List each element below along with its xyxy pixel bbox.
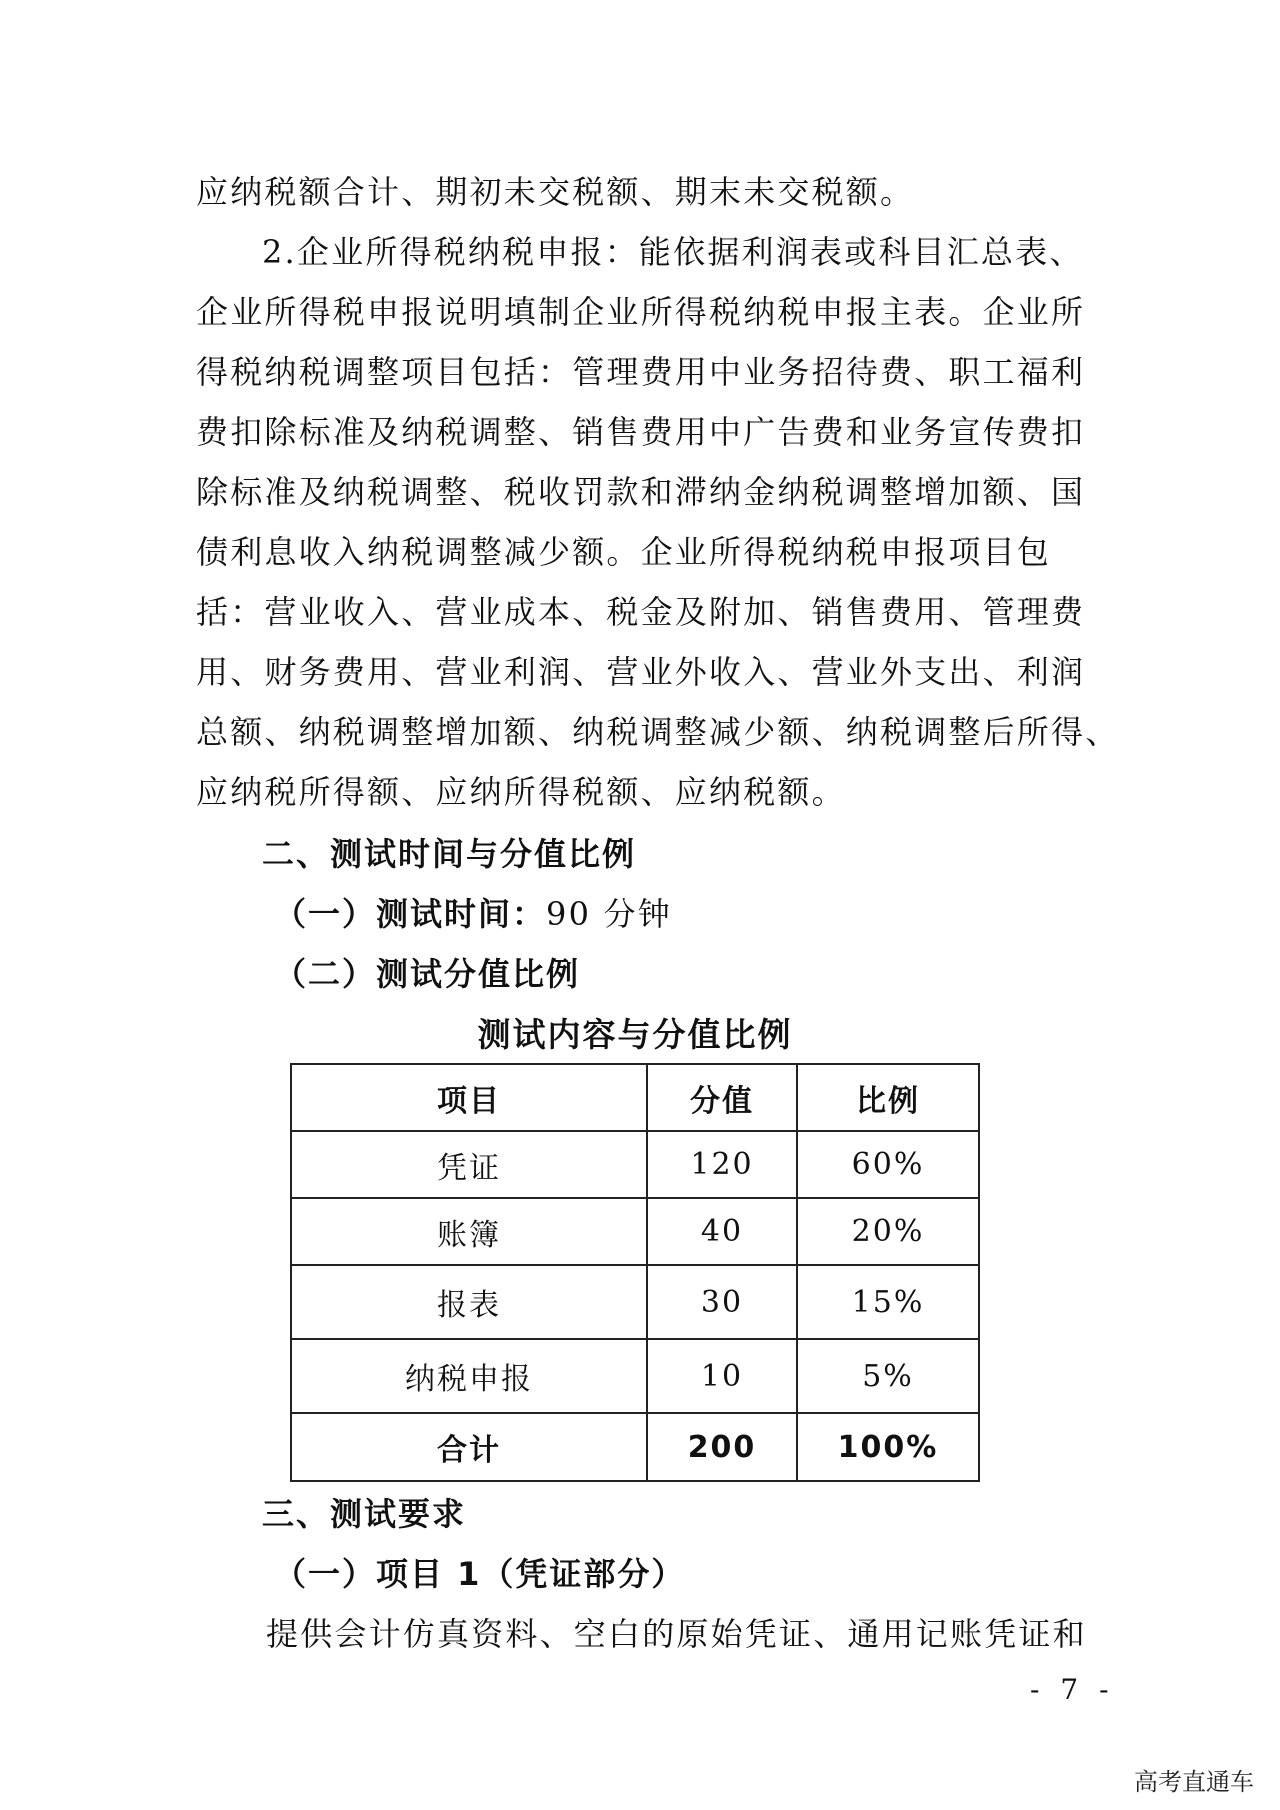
paragraph-line: 提供会计仿真资料、空白的原始凭证、通用记账凭证和 (266, 1615, 1087, 1653)
paragraph-line: 应纳税额合计、期初未交税额、期末未交税额。 (196, 173, 915, 211)
table-row (291, 1198, 979, 1265)
cell-score: 10 (647, 1339, 797, 1413)
paragraph-line: 得税纳税调整项目包括：管理费用中业务招待费、职工福利 (196, 353, 1086, 391)
paragraph-line: 除标准及纳税调整、税收罚款和滞纳金纳税调整增加额、国 (196, 473, 1086, 511)
page-number: - 7 - (1030, 1673, 1115, 1706)
table-total-row (291, 1413, 979, 1481)
table-row (291, 1131, 979, 1198)
total-score: 200 (647, 1413, 797, 1481)
cell-item: 账簿 (291, 1198, 647, 1265)
table-row (291, 1339, 979, 1413)
total-ratio: 100% (797, 1413, 979, 1481)
column-header-item: 项目 (291, 1064, 647, 1131)
test-time-value: 90 分钟 (546, 895, 672, 933)
total-label: 合计 (291, 1413, 647, 1481)
cell-ratio: 15% (797, 1265, 979, 1339)
paragraph-line: 债利息收入纳税调整减少额。企业所得税纳税申报项目包 (196, 533, 1052, 571)
section-heading-test-time-score: 二、测试时间与分值比例 (262, 835, 637, 873)
table-row (291, 1265, 979, 1339)
paragraph-line: 2.企业所得税纳税申报：能依据利润表或科目汇总表、 (262, 233, 1084, 271)
project1-heading: （一）项目 1（凭证部分） (274, 1555, 686, 1593)
cell-ratio: 60% (797, 1131, 979, 1198)
test-time-label: （一）测试时间： (274, 895, 547, 933)
cell-ratio: 20% (797, 1198, 979, 1265)
cell-item: 报表 (291, 1265, 647, 1339)
paragraph-line: 企业所得税申报说明填制企业所得税纳税申报主表。企业所 (196, 293, 1086, 331)
cell-score: 40 (647, 1198, 797, 1265)
paragraph-line: 费扣除标准及纳税调整、销售费用中广告费和业务宣传费扣 (196, 413, 1086, 451)
table-header-row (291, 1064, 979, 1131)
paragraph-line: 用、财务费用、营业利润、营业外收入、营业外支出、利润 (196, 653, 1086, 691)
table-title: 测试内容与分值比例 (477, 1015, 793, 1054)
paragraph-line: 应纳税所得额、应纳所得税额、应纳税额。 (196, 773, 846, 811)
score-ratio-table (290, 1063, 980, 1482)
cell-score: 30 (647, 1265, 797, 1339)
test-time-line (274, 894, 672, 934)
cell-item: 凭证 (291, 1131, 647, 1198)
cell-score: 120 (647, 1131, 797, 1198)
paragraph-line: 总额、纳税调整增加额、纳税调整减少额、纳税调整后所得、 (196, 713, 1120, 751)
cell-item: 纳税申报 (291, 1339, 647, 1413)
section-heading-test-requirements: 三、测试要求 (262, 1495, 467, 1533)
watermark: 高考直通车 (1134, 1768, 1254, 1796)
cell-ratio: 5% (797, 1339, 979, 1413)
score-ratio-heading: （二）测试分值比例 (274, 955, 581, 993)
column-header-score: 分值 (647, 1064, 797, 1131)
paragraph-line: 括：营业收入、营业成本、税金及附加、销售费用、管理费 (196, 593, 1086, 631)
column-header-ratio: 比例 (797, 1064, 979, 1131)
